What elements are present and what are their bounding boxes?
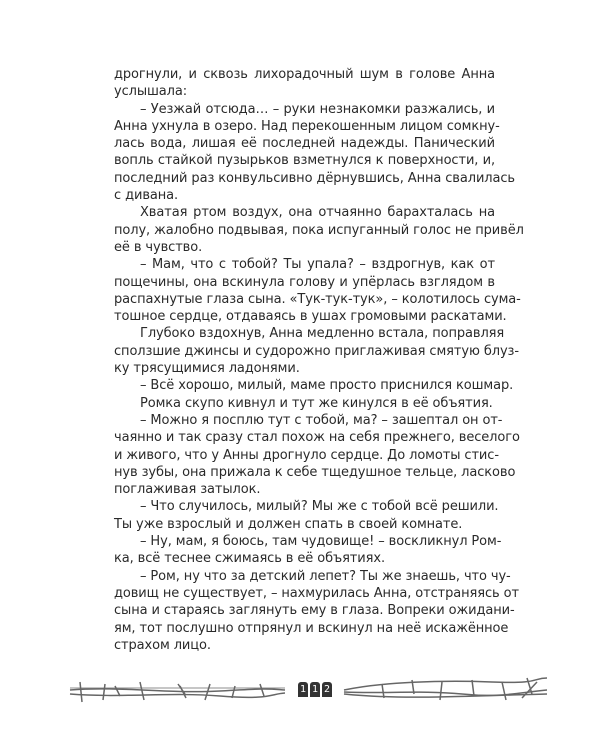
page-number-digit: 2 — [323, 684, 331, 695]
text-line: ку трясущимися ладонями. — [114, 361, 300, 377]
text-line: – Ром, ну что за детский лепет? Ты же знаешь, что чу- — [140, 568, 511, 584]
text-line: лась вода, лишая её последней надежды. Панический — [114, 136, 495, 152]
text-line: и живого, что у Анны дрогнуло сердце. До ломоты стис- — [114, 447, 499, 463]
text-line: с дивана. — [114, 188, 179, 204]
page-number-digit: 1 — [299, 684, 307, 695]
text-line: – Уезжай отсюда… – руки незнакомки разжались, и — [140, 101, 495, 117]
text-line: распахнутые глаза сына. «Тук-тук-тук», – колотилось сума- — [114, 291, 521, 307]
text-line: ка, всё теснее сжимаясь в её объятиях. — [114, 551, 385, 567]
text-line: полу, жалобно подвывая, пока испуганный голос не привёл — [114, 222, 524, 238]
text-line: – Ну, мам, я боюсь, там чудовище! – воскликнул Ром- — [140, 534, 502, 550]
text-line: – Можно я посплю тут с тобой, ма? – зашептал он от- — [140, 412, 503, 428]
text-line: нув зубы, она прижала к себе тщедушное тельце, ласково — [114, 464, 516, 480]
text-line: последний раз конвульсивно дёрнувшись, Анна свалилась — [114, 170, 515, 186]
text-line: – Мам, что с тобой? Ты упала? – вздрогнув, как от — [140, 257, 495, 273]
text-line: Анна ухнула в озеро. Над перекошенным лицом сомкну- — [114, 118, 500, 134]
text-line: её в чувство. — [114, 239, 203, 255]
text-line: – Что случилось, милый? Мы же с тобой всё решили. — [140, 499, 499, 515]
text-line: Хватая ртом воздух, она отчаянно барахталась на — [140, 205, 495, 221]
page-footer — [60, 672, 550, 712]
text-line: поглаживая затылок. — [114, 482, 261, 498]
barbed-wire-left-ornament — [60, 672, 290, 712]
barbed-wire-right-ornament — [342, 672, 552, 712]
text-line: Ромка скупо кивнул и тут же кинулся в её объятия. — [140, 395, 493, 411]
text-line: Ты уже взрослый и должен спать в своей комнате. — [114, 516, 463, 532]
text-line: страхом лицо. — [114, 637, 211, 653]
page-number — [298, 682, 334, 697]
page-number-digit: 1 — [311, 684, 319, 695]
text-line: сына и стараясь заглянуть ему в глаза. Вопреки ожидани- — [114, 603, 515, 619]
text-line: – Всё хорошо, милый, маме просто приснился кошмар. — [140, 378, 514, 394]
text-line: довищ не существует, – нахмурилась Анна, отстраняясь от — [114, 585, 519, 601]
text-line: пощечины, она вскинула голову и упёрлась взглядом в — [114, 274, 495, 290]
text-line: Глубоко вздохнув, Анна медленно встала, поправляя — [140, 326, 505, 342]
text-line: вопль стайкой пузырьков взметнулся к поверхности, и, — [114, 153, 495, 169]
text-line: сползшие джинсы и судорожно приглаживая смятую блуз- — [114, 343, 519, 359]
text-line: услышала: — [114, 84, 188, 100]
text-line: тошное сердце, отдаваясь в ушах громовыми раскатами. — [114, 309, 507, 325]
body-text — [114, 66, 524, 654]
text-line: ям, тот послушно отпрянул и вскинул на неё искажённое — [114, 620, 509, 636]
text-line: дрогнули, и сквозь лихорадочный шум в голове Анна — [114, 67, 495, 82]
text-line: чаянно и так сразу стал похож на себя прежнего, веселого — [114, 430, 520, 446]
